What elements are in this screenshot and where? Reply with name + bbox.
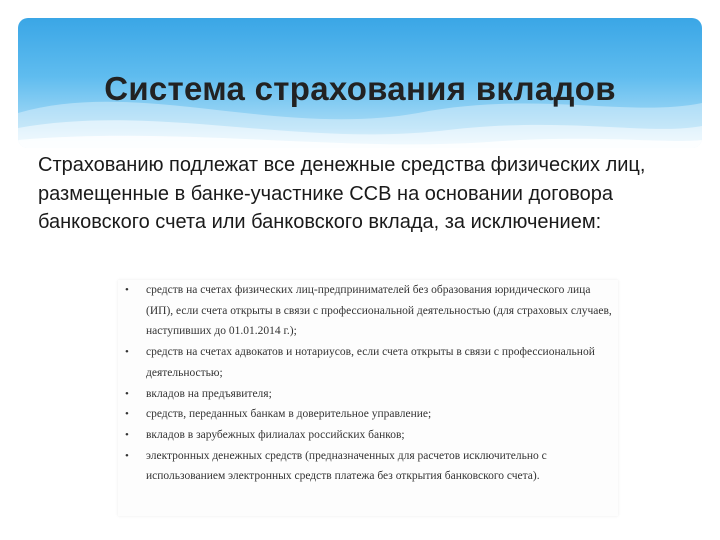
- list-item: [118, 384, 618, 405]
- list-item-text: электронных денежных средств (предназначенных для расчетов исключительно с использованием электронных средств платежа без открытия банковского счета).: [146, 449, 547, 483]
- page-title: Система страхования вкладов: [104, 70, 616, 107]
- bullet-icon: •: [125, 449, 129, 462]
- exceptions-list: [118, 280, 618, 487]
- list-item: [118, 425, 618, 446]
- list-item: [118, 280, 618, 342]
- list-item-text: средств на счетах физических лиц-предпринимателей без образования юридического лица (ИП), если счета открыты в связи с профессиональной деятельностью (для страховых случаев, наступивших до 01.01.2014 г.);: [146, 284, 612, 338]
- bullet-icon: •: [125, 346, 129, 359]
- list-item-text: средств, переданных банкам в доверительное управление;: [146, 408, 432, 421]
- intro-paragraph: Страхованию подлежат все денежные средства физических лиц, размещенные в банке-участнике ССВ на основании договора банковского счета или банковского вклада, за исключением:: [38, 154, 646, 233]
- list-item-text: вкладов в зарубежных филиалах российских банков;: [146, 428, 405, 441]
- bullet-icon: •: [125, 284, 129, 296]
- list-item: [118, 342, 618, 383]
- list-item: [118, 404, 618, 425]
- bullet-icon: •: [125, 428, 129, 441]
- list-item-text: средств на счетах адвокатов и нотариусов, если счета открыты в связи с профессиональной деятельностью;: [146, 346, 595, 379]
- exceptions-document-scan: [118, 280, 618, 516]
- bullet-icon: •: [125, 387, 129, 400]
- list-item-text: вкладов на предъявителя;: [146, 387, 272, 400]
- bullet-icon: •: [125, 408, 129, 421]
- list-item: [118, 446, 618, 487]
